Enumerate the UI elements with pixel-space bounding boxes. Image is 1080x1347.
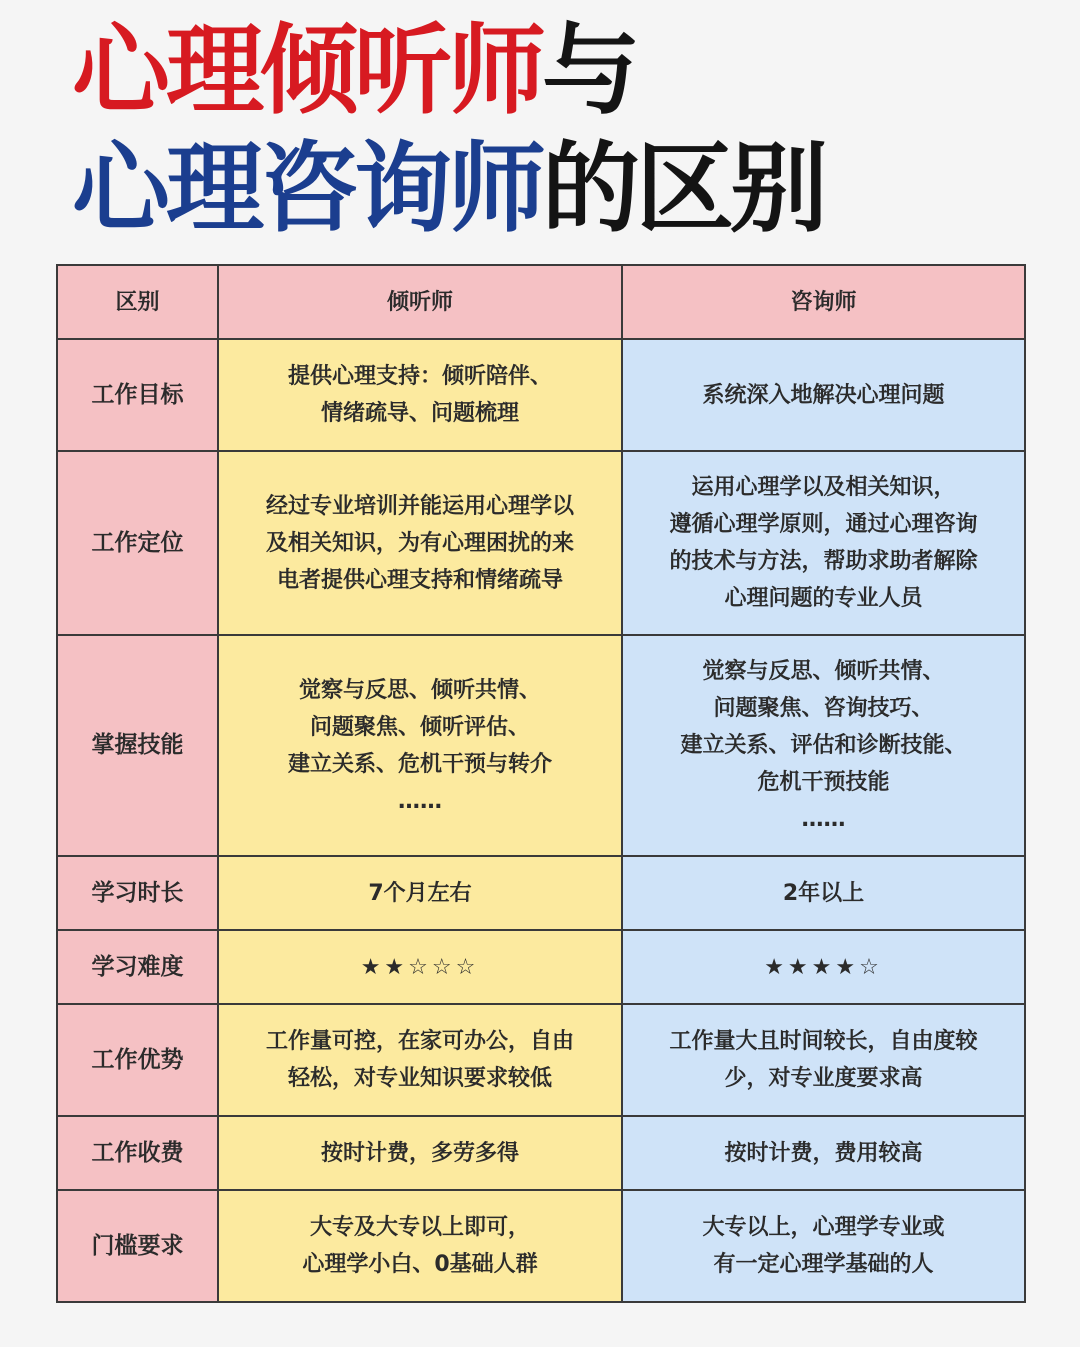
title-line-2 [72, 132, 825, 246]
listener-cell [218, 635, 622, 856]
cell-line: 建立关系、危机干预与转介 [287, 751, 552, 777]
title-difference: 的区别 [542, 132, 825, 246]
row-key: 学习时长 [57, 856, 218, 930]
cell-line: 情绪疏导、问题梳理 [320, 401, 519, 426]
counselor-cell [622, 451, 1025, 635]
row-key: 工作收费 [57, 1116, 218, 1190]
cell-line: 工作量大且时间较长，自由度较 [669, 1029, 978, 1054]
cell-line: 危机干预技能 [757, 770, 890, 795]
cell-line: …… [801, 807, 846, 832]
cell-line: 2年以上 [782, 880, 865, 906]
star-rating: ★★★★☆ [764, 954, 883, 980]
cell-line: 大专以上，心理学专业或 [702, 1215, 945, 1240]
cell-line: 经过专业培训并能运用心理学以 [265, 493, 574, 519]
star-rating: ★★☆☆☆ [360, 954, 480, 980]
cell-line: 系统深入地解决心理问题 [702, 382, 945, 408]
cell-line: 有一定心理学基础的人 [713, 1252, 934, 1277]
counselor-cell [622, 1116, 1025, 1190]
counselor-cell [622, 930, 1025, 1004]
cell-line: 觉察与反思、倾听共情、 [298, 677, 541, 703]
cell-line: 按时计费，费用较高 [724, 1140, 923, 1166]
title-counselor: 心理咨询师 [72, 132, 543, 246]
table-row [57, 635, 1025, 856]
cell-line: 工作量可控，在家可办公，自由 [265, 1029, 574, 1054]
cell-line: 觉察与反思、倾听共情、 [702, 659, 945, 684]
table-row [57, 339, 1025, 451]
listener-cell [218, 339, 622, 451]
cell-line: 少，对专业度要求高 [724, 1066, 923, 1091]
comparison-table [56, 264, 1026, 1303]
row-key: 工作定位 [57, 451, 218, 635]
table-row [57, 1116, 1025, 1190]
header-cell-listener: 倾听师 [218, 265, 622, 339]
table-header-row [57, 265, 1025, 339]
header-cell-counselor: 咨询师 [622, 265, 1025, 339]
cell-line: 提供心理支持：倾听陪伴、 [287, 364, 552, 389]
table-row [57, 1004, 1025, 1116]
cell-line: 心理学小白、0基础人群 [302, 1252, 538, 1277]
counselor-cell [622, 856, 1025, 930]
listener-cell [218, 1190, 622, 1302]
row-key: 学习难度 [57, 930, 218, 1004]
counselor-cell [622, 635, 1025, 856]
counselor-cell [622, 1004, 1025, 1116]
row-key: 工作优势 [57, 1004, 218, 1116]
counselor-cell [622, 339, 1025, 451]
header-cell-difference: 区别 [57, 265, 218, 339]
listener-cell [218, 451, 622, 635]
cell-line: 运用心理学以及相关知识， [691, 475, 956, 500]
title-and: 与 [542, 14, 637, 128]
cell-line: 7个月左右 [368, 880, 472, 906]
cell-line: 遵循心理学原则，通过心理咨询 [669, 512, 978, 537]
cell-line: 轻松，对专业知识要求较低 [287, 1066, 552, 1091]
listener-cell [218, 856, 622, 930]
table-row [57, 1190, 1025, 1302]
counselor-cell [622, 1190, 1025, 1302]
listener-cell [218, 1116, 622, 1190]
cell-line: 大专及大专以上即可， [309, 1215, 530, 1240]
cell-line: 问题聚焦、咨询技巧、 [713, 696, 934, 721]
table-row [57, 930, 1025, 1004]
row-key: 工作目标 [57, 339, 218, 451]
cell-line: 及相关知识，为有心理困扰的来 [265, 530, 574, 556]
cell-line: 电者提供心理支持和情绪疏导 [276, 567, 563, 593]
cell-line: 心理问题的专业人员 [724, 586, 923, 611]
cell-line: 按时计费，多劳多得 [320, 1140, 519, 1166]
table-row [57, 451, 1025, 635]
cell-line: 建立关系、评估和诊断技能、 [680, 733, 967, 758]
title-listener: 心理倾听师 [72, 14, 543, 128]
cell-line: …… [398, 788, 442, 814]
row-key: 掌握技能 [57, 635, 218, 856]
listener-cell [218, 1004, 622, 1116]
cell-line: 的技术与方法，帮助求助者解除 [669, 549, 978, 574]
table-row [57, 856, 1025, 930]
listener-cell [218, 930, 622, 1004]
row-key: 门槛要求 [57, 1190, 218, 1302]
cell-line: 问题聚焦、倾听评估、 [309, 714, 530, 740]
title-line-1 [72, 14, 637, 128]
